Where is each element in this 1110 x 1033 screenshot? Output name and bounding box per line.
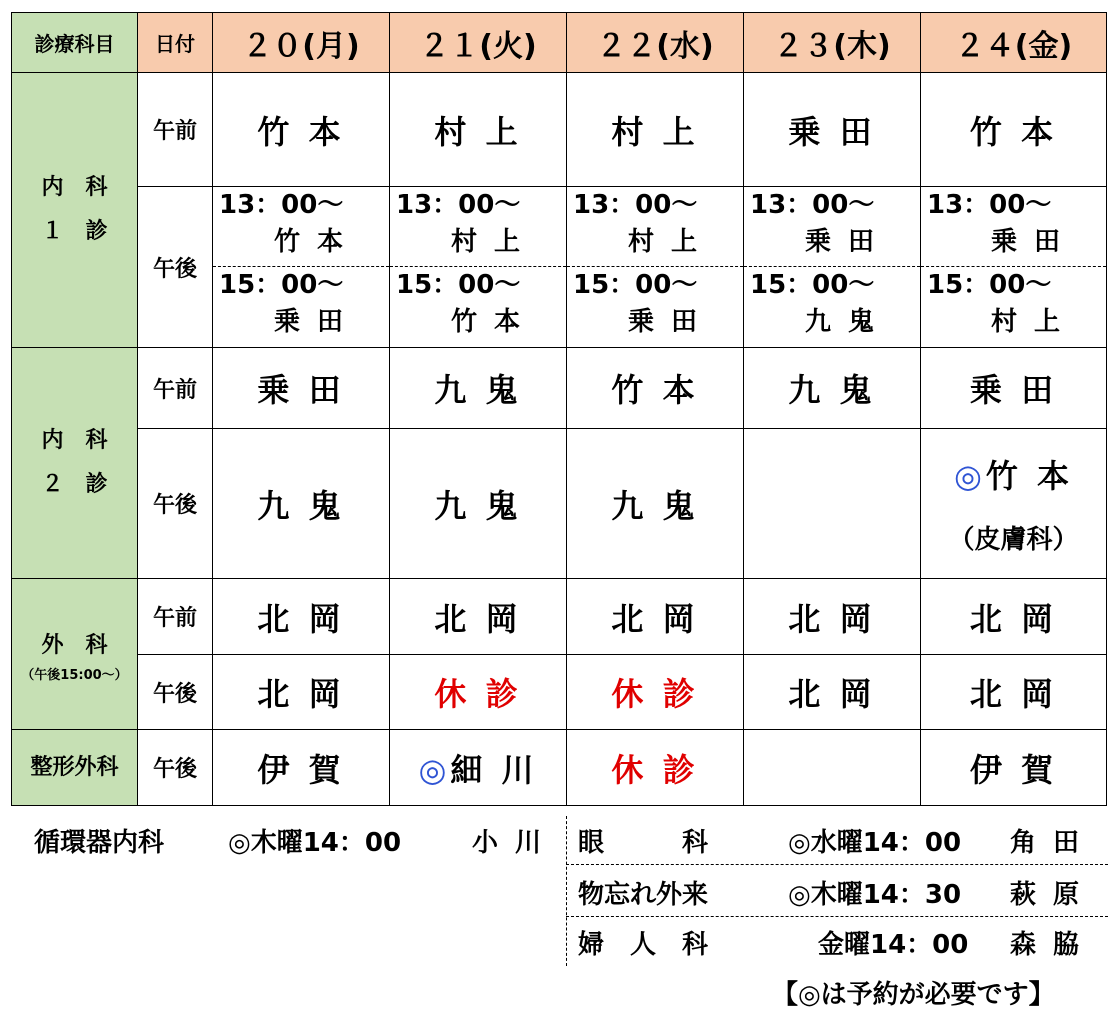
naika2-pm-wed: 九 鬼 [567,429,744,579]
geka-pm-mon: 北 岡 [213,655,390,730]
naika1-am-fri: 竹 本 [921,73,1107,187]
seikei-pm-thu [744,730,921,806]
reservation-mark-icon: ◎ [953,457,986,495]
naika2-pm-fri: ◎竹 本 （皮膚科） [921,429,1107,579]
seikei-pm-mon: 伊 賀 [213,730,390,806]
day-header-tue: ２１(火) [390,13,567,73]
slot-pm: 午後 [138,655,213,730]
naika1-am-row [12,73,1107,187]
ganka-dept: 眼 科 [578,828,709,858]
naika1-am-thu: 乗 田 [744,73,921,187]
day-header-wed: ２２(水) [567,13,744,73]
naika1-am-mon: 竹 本 [213,73,390,187]
geka-am-thu: 北 岡 [744,579,921,655]
ganka-doctor: 角 田 [1010,828,1084,858]
junkanki-time: ◎木曜14：00 [228,828,402,858]
slot-am: 午前 [138,579,213,655]
header-row [12,13,1107,73]
naika2-pm-tue: 九 鬼 [390,429,567,579]
seikei-row [12,730,1107,806]
geka-pm-row [12,655,1107,730]
naika1-pm-tue: 13：00～ 村 上 15：00～ 竹 本 [390,187,567,348]
geka-pm-fri: 北 岡 [921,655,1107,730]
geka-pm-thu: 北 岡 [744,655,921,730]
seikei-pm-fri: 伊 賀 [921,730,1107,806]
naika1-am-tue: 村 上 [390,73,567,187]
fujinka-dept: 婦 人 科 [578,930,709,960]
seikei-pm-tue: ◎細 川 [390,730,567,806]
geka-pm-tue: 休 診 [390,655,567,730]
schedule-table [11,12,1107,806]
footer-divider [566,816,567,966]
seikei-label: 整形外科 [12,730,138,806]
fujinka-doctor: 森 脇 [1010,930,1084,960]
seikei-pm-wed: 休 診 [567,730,744,806]
footer-separator [566,916,1108,917]
naika1-pm-wed: 13：00～ 村 上 15：00～ 乗 田 [567,187,744,348]
naika1-pm-thu: 13：00～ 乗 田 15：00～ 九 鬼 [744,187,921,348]
monowasure-time: ◎木曜14：30 [788,880,962,910]
naika2-am-wed: 竹 本 [567,348,744,429]
geka-pm-wed: 休 診 [567,655,744,730]
slot-pm: 午後 [138,730,213,806]
date-header: 日付 [138,13,213,73]
naika1-pm-mon: 13：00～ 竹 本 15：00～ 乗 田 [213,187,390,348]
geka-label: 外 科 （午後15:00～） [12,579,138,730]
footer-separator [566,864,1108,865]
monowasure-dept: 物忘れ外来 [578,880,709,910]
naika2-am-row [12,348,1107,429]
slot-pm: 午後 [138,429,213,579]
geka-am-row [12,579,1107,655]
naika1-label: 内 科 １ 診 [12,73,138,348]
naika2-pm-row [12,429,1107,579]
naika2-am-thu: 九 鬼 [744,348,921,429]
day-header-thu: ２３(木) [744,13,921,73]
naika1-am-wed: 村 上 [567,73,744,187]
naika2-label: 内 科 ２ 診 [12,348,138,579]
geka-am-mon: 北 岡 [213,579,390,655]
day-header-fri: ２４(金) [921,13,1107,73]
fujinka-time: 金曜14：00 [818,930,969,960]
department-header: 診療科目 [12,13,138,73]
junkanki-doctor: 小 川 [472,828,546,858]
ganka-time: ◎水曜14：00 [788,828,962,858]
naika2-am-mon: 乗 田 [213,348,390,429]
dermatology-note: （皮膚科） [948,525,1079,555]
slot-am: 午前 [138,348,213,429]
naika2-pm-mon: 九 鬼 [213,429,390,579]
naika1-pm-fri: 13：00～ 乗 田 15：00～ 村 上 [921,187,1107,348]
day-header-mon: ２０(月) [213,13,390,73]
geka-am-wed: 北 岡 [567,579,744,655]
reservation-mark-icon: ◎ [418,750,451,789]
naika2-am-tue: 九 鬼 [390,348,567,429]
slot-am: 午前 [138,73,213,187]
slot-pm: 午後 [138,187,213,348]
monowasure-doctor: 萩 原 [1010,880,1084,910]
reservation-note: 【◎は予約が必要です】 [772,980,1055,1010]
naika2-am-fri: 乗 田 [921,348,1107,429]
geka-am-fri: 北 岡 [921,579,1107,655]
junkanki-dept: 循環器内科 [34,828,165,858]
naika2-pm-thu [744,429,921,579]
naika1-pm-row [12,187,1107,348]
geka-am-tue: 北 岡 [390,579,567,655]
